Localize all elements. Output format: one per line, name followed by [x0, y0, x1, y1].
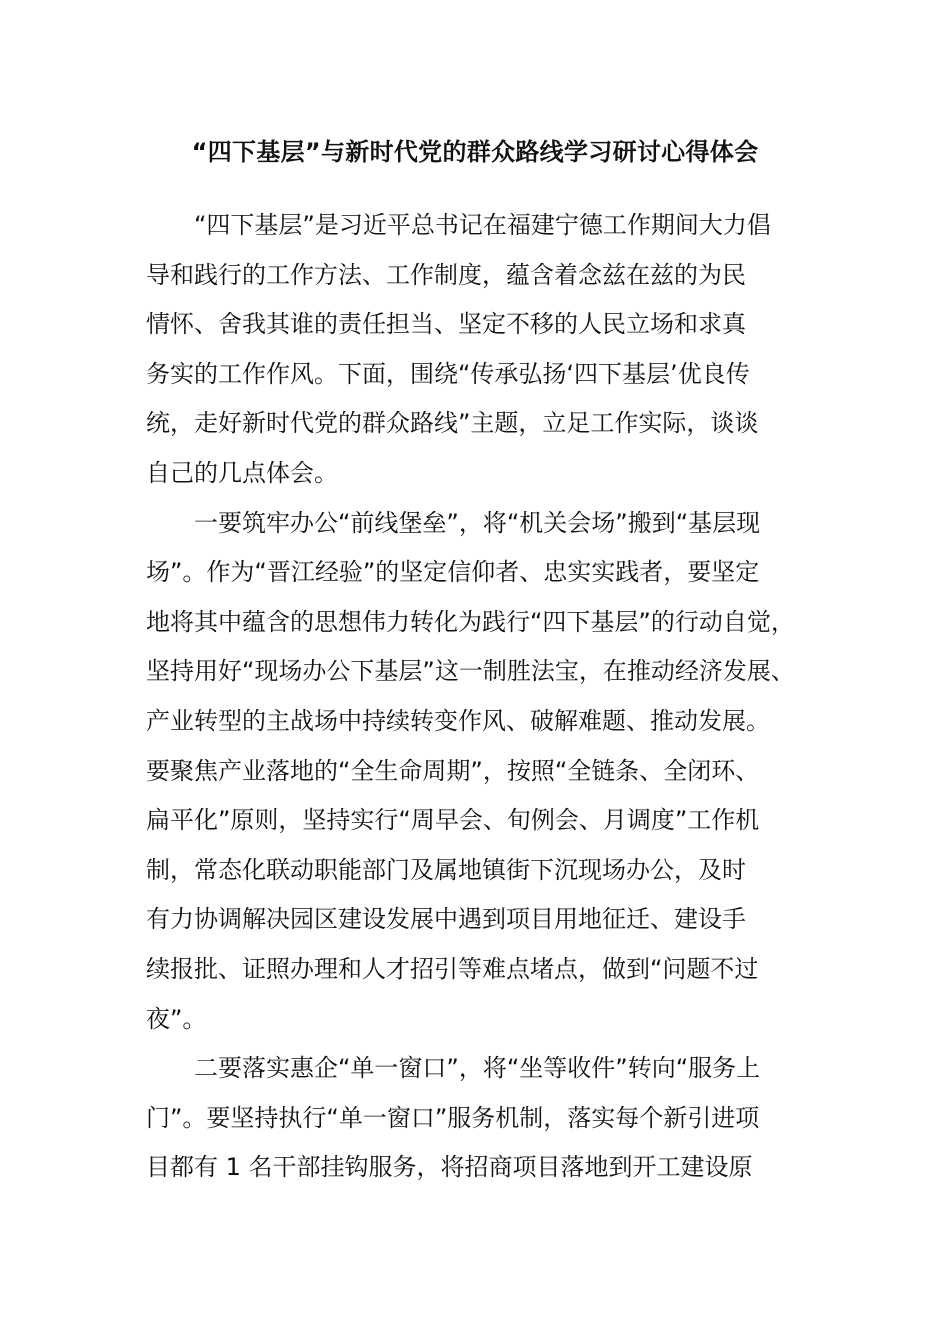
paragraph-line: 有力协调解决园区建设发展中遇到项目用地征迁、建设手 [146, 905, 746, 934]
paragraph-line: 要聚焦产业落地的“全生命周期”，按照“全链条、全闭环、 [146, 756, 760, 785]
paragraph-line: 统，走好新时代党的群众路线”主题，立足工作实际，谈谈 [146, 409, 759, 438]
paragraph-line: 门”。要坚持执行“单一窗口”服务机制，落实每个新引进项 [146, 1103, 760, 1132]
paragraph-line: 续报批、证照办理和人才招引等难点堵点，做到“问题不过 [146, 954, 759, 983]
paragraph-line: 一要筑牢办公“前线堡垒”，将“机关会场”搬到“基层现 [194, 508, 761, 537]
paragraph-line: “四下基层”是习近平总书记在福建宁德工作期间大力倡 [194, 211, 771, 239]
paragraph-line: 导和践行的工作方法、工作制度，蕴含着念兹在兹的为民 [146, 260, 746, 289]
document-title: “四下基层”与新时代党的群众路线学习研讨心得体会 [191, 138, 759, 166]
paragraph-line: 地将其中蕴含的思想伟力转化为践行“四下基层”的行动自觉， [146, 607, 795, 636]
paragraph-line: 目都有 1 名干部挂钩服务，将招商项目落地到开工建设原 [146, 1153, 753, 1182]
paragraph-line: 场”。作为“晋江经验”的坚定信仰者、忠实实践者，要坚定 [146, 558, 760, 587]
paragraph-2 [146, 503, 836, 1049]
paragraph-line: 产业转型的主战场中持续转变作风、破解难题、推动发展。 [146, 706, 770, 735]
paragraph-line: 制，常态化联动职能部门及属地镇街下沉现场办公，及时 [146, 855, 746, 884]
paragraph-line: 自己的几点体会。 [146, 458, 338, 487]
paragraph-3 [146, 1048, 836, 1197]
paragraph-line: 坚持用好“现场办公下基层”这一制胜法宝，在推动经济发展、 [146, 657, 795, 686]
paragraph-line: 情怀、舍我其谁的责任担当、坚定不移的人民立场和求真 [146, 310, 746, 339]
paragraph-1 [146, 205, 836, 503]
paragraph-line: 扁平化”原则，坚持实行“周早会、旬例会、月调度”工作机 [146, 806, 760, 835]
paragraph-line: 夜”。 [146, 1004, 207, 1033]
paragraph-line: 二要落实惠企“单一窗口”，将“坐等收件”转向“服务上 [194, 1054, 761, 1083]
paragraph-line: 务实的工作作风。下面，围绕“传承弘扬‘四下基层’优良传 [146, 359, 750, 388]
document-body [146, 205, 836, 1197]
